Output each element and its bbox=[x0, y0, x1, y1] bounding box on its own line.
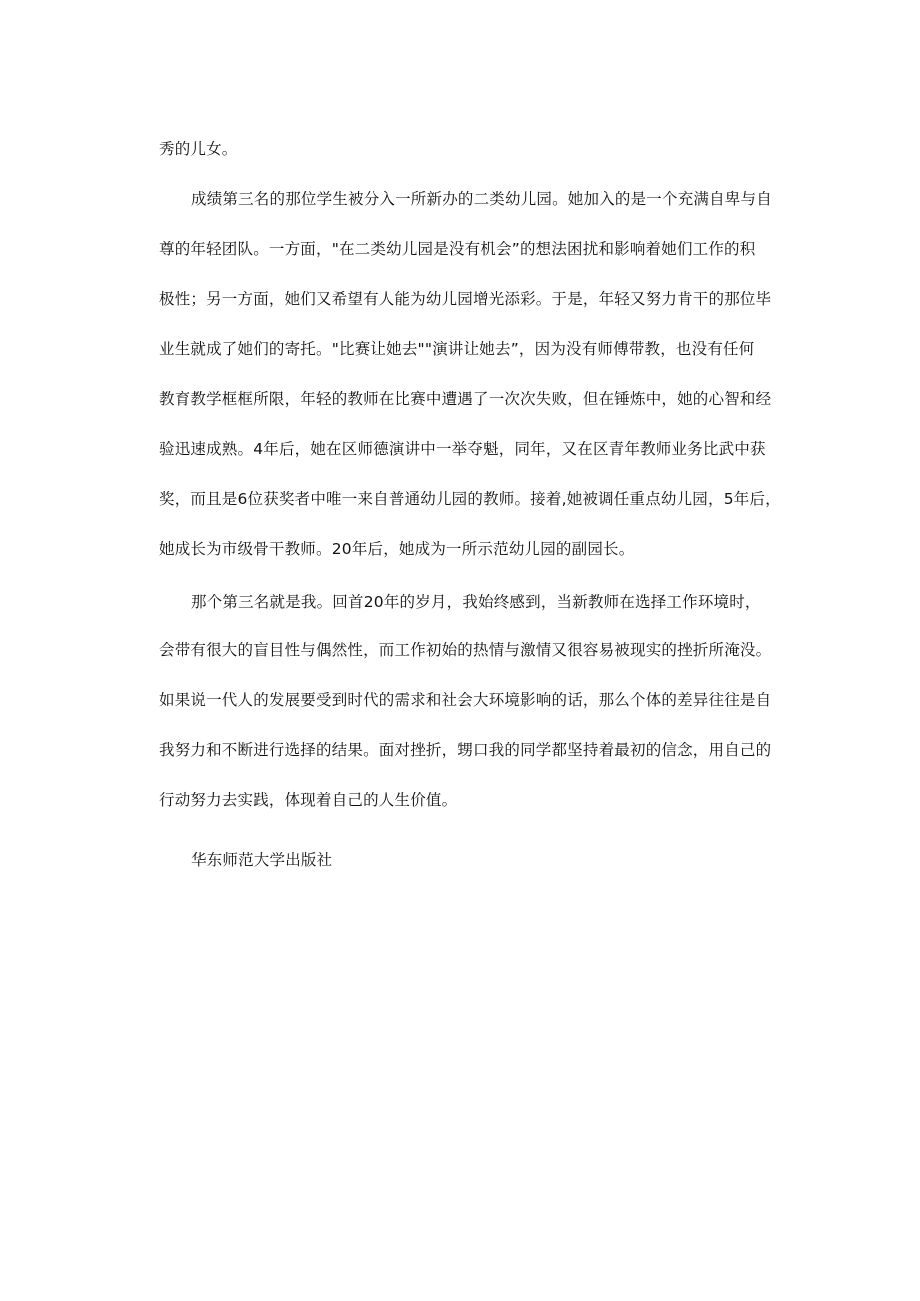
text-line: 极性；另一方面，她们又希望有人能为幼儿园增光添彩。于是，年轻又努力肯干的那位毕 bbox=[159, 290, 772, 308]
text-line: 尊的年轻团队。一方面，"在二类幼儿园是没有机会”的想法困扰和影响着她们工作的积 bbox=[159, 240, 756, 258]
text-line: 业生就成了她们的寄托。"比赛让她去""演讲让她去”，因为没有师傅带教，也没有任何 bbox=[159, 340, 755, 358]
paragraph-first-line: 那个第三名就是我。回首20年的岁月，我始终感到，当新教师在选择工作环境时， bbox=[191, 593, 761, 611]
paragraph-first-line: 成绩第三名的那位学生被分入一所新办的二类幼儿园。她加入的是一个充满自卑与自 bbox=[191, 190, 772, 208]
text-line: 我努力和不断进行选择的结果。面对挫折，甥口我的同学都坚持着最初的信念，用自己的 bbox=[159, 741, 772, 759]
text-line: 验迅速成熟。4年后，她在区师德演讲中一举夺魁，同年，又在区青年教师业务比武中获 bbox=[159, 440, 766, 458]
text-line: 会带有很大的盲目性与偶然性，而工作初始的热情与激情又很容易被现实的挫折所淹没。 bbox=[159, 641, 772, 659]
text-line: 行动努力去实践，体现着自己的人生价值。 bbox=[159, 791, 458, 809]
publisher-line: 华东师范大学出版社 bbox=[191, 851, 333, 869]
text-line: 教育教学框框所限，年轻的教师在比赛中遭遇了一次次失败，但在锤炼中，她的心智和经 bbox=[159, 390, 772, 408]
text-line: 秀的儿女。 bbox=[159, 140, 238, 158]
text-line: 她成长为市级骨干教师。20年后，她成为一所示范幼儿园的副园长。 bbox=[159, 540, 635, 558]
text-line: 奖，而且是6位获奖者中唯一来自普通幼儿园的教师。接着,她被调任重点幼儿园，5年后， bbox=[159, 490, 781, 508]
text-line: 如果说一代人的发展要受到时代的需求和社会大环境影响的话，那么个体的差异往往是自 bbox=[159, 691, 772, 709]
